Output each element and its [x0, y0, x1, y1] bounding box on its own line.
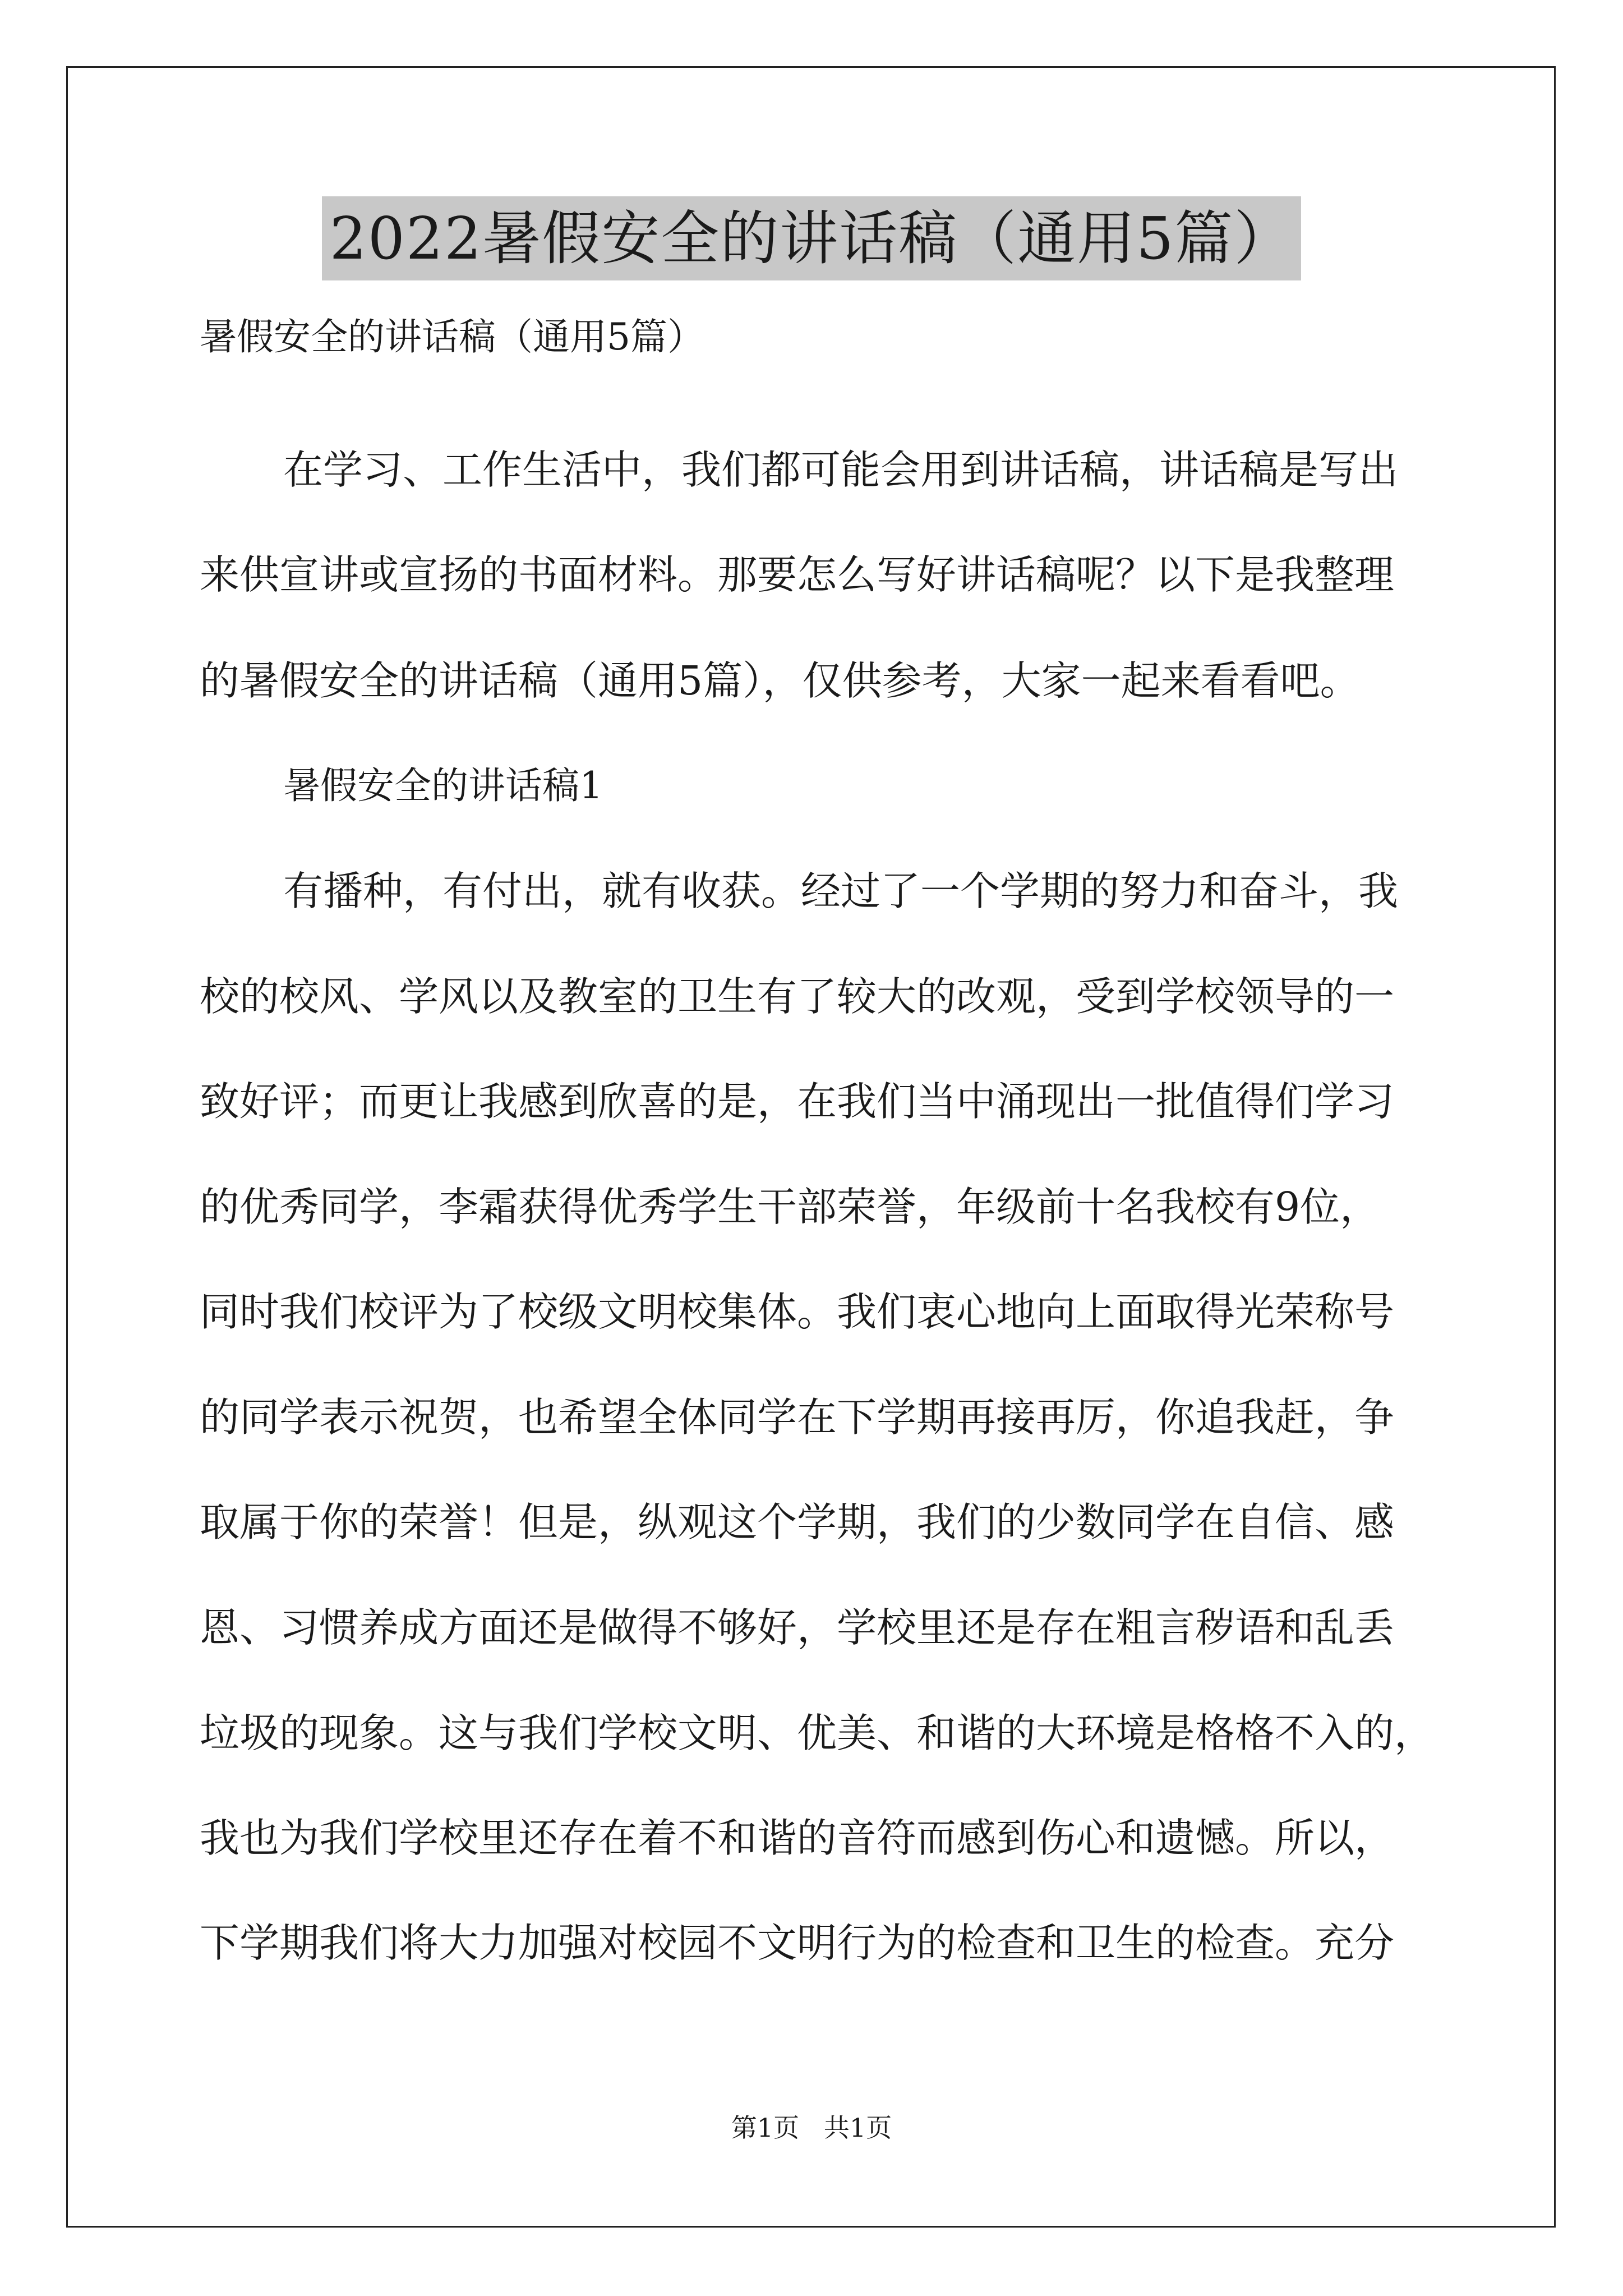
page-border: [66, 66, 1556, 2228]
body-line-3: 致好评；而更让我感到欣喜的是，在我们当中涌现出一批值得们学习: [200, 1078, 1395, 1125]
document-subtitle: 暑假安全的讲话稿（通用5篇）: [200, 315, 704, 358]
page-footer: 第1页 共1页: [731, 2113, 892, 2143]
body-line-8: 恩、习惯养成方面还是做得不够好，学校里还是存在粗言秽语和乱丢: [200, 1604, 1395, 1651]
title-container: [0, 196, 1623, 280]
document-title: 2022暑假安全的讲话稿（通用5篇）: [322, 196, 1302, 280]
intro-line-2: 来供宣讲或宣扬的书面材料。那要怎么写好讲话稿呢？以下是我整理: [200, 551, 1395, 598]
body-line-5: 同时我们校评为了校级文明校集体。我们衷心地向上面取得光荣称号: [200, 1289, 1395, 1335]
body-line-7: 取属于你的荣誉！但是，纵观这个学期，我们的少数同学在自信、感: [200, 1499, 1395, 1545]
intro-line-1: 在学习、工作生活中，我们都可能会用到讲话稿，讲话稿是写出: [283, 447, 1399, 493]
body-line-2: 校的校风、学风以及教室的卫生有了较大的改观，受到学校领导的一: [200, 973, 1395, 1020]
body-line-6: 的同学表示祝贺，也希望全体同学在下学期再接再厉，你追我赶，争: [200, 1394, 1395, 1441]
body-line-4: 的优秀同学，李霜获得优秀学生干部荣誉，年级前十名我校有9位，: [200, 1184, 1380, 1230]
intro-line-3: 的暑假安全的讲话稿（通用5篇），仅供参考，大家一起来看看吧。: [200, 657, 1360, 704]
section-heading: 暑假安全的讲话稿1: [283, 764, 603, 807]
body-line-10: 我也为我们学校里还存在着不和谐的音符而感到伤心和遗憾。所以，: [200, 1815, 1395, 1861]
body-line-11: 下学期我们将大力加强对校园不文明行为的检查和卫生的检查。充分: [200, 1920, 1395, 1966]
body-line-1: 有播种，有付出，就有收获。经过了一个学期的努力和奋斗，我: [283, 868, 1399, 914]
body-line-9: 垃圾的现象。这与我们学校文明、优美、和谐的大环境是格格不入的，: [200, 1710, 1435, 1756]
